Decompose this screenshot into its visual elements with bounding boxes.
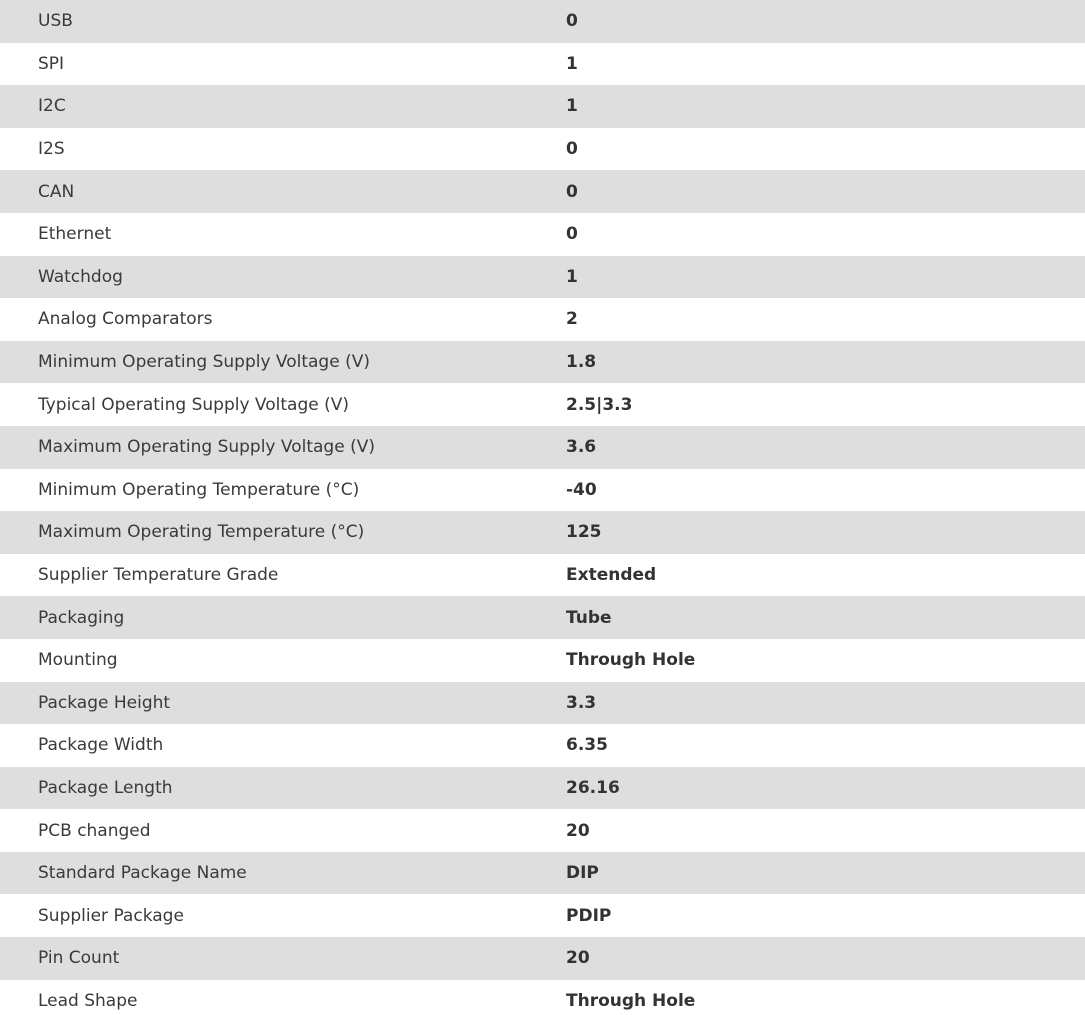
spec-value: 0 [566, 11, 578, 32]
spec-value: 20 [566, 948, 590, 969]
spec-row [0, 767, 1085, 810]
spec-value: 125 [566, 522, 602, 543]
spec-label: Typical Operating Supply Voltage (V) [38, 394, 349, 415]
spec-label: Ethernet [38, 224, 112, 245]
spec-value: Tube [566, 607, 612, 628]
spec-value: 20 [566, 820, 590, 841]
spec-value: Extended [566, 565, 657, 586]
spec-value: 3.3 [566, 692, 597, 713]
spec-row [0, 639, 1085, 682]
spec-value: 0 [566, 224, 578, 245]
spec-row [0, 85, 1085, 128]
spec-value: 0 [566, 181, 578, 202]
spec-value: 1.8 [566, 352, 597, 373]
spec-row [0, 170, 1085, 213]
spec-label: I2S [38, 139, 65, 160]
spec-row [0, 724, 1085, 767]
spec-row [0, 852, 1085, 895]
spec-value: 26.16 [566, 777, 620, 798]
spec-value: 1 [566, 53, 578, 74]
spec-label: Minimum Operating Supply Voltage (V) [38, 352, 370, 373]
spec-value: 1 [566, 96, 578, 117]
spec-label: Package Height [38, 692, 171, 713]
spec-label: Pin Count [38, 948, 120, 969]
spec-row [0, 596, 1085, 639]
spec-value: DIP [566, 863, 599, 884]
spec-row [0, 426, 1085, 469]
spec-label: Maximum Operating Supply Voltage (V) [38, 437, 375, 458]
spec-label: I2C [38, 96, 66, 117]
spec-row [0, 980, 1085, 1015]
spec-value: 3.6 [566, 437, 597, 458]
spec-value: Through Hole [566, 650, 696, 671]
spec-row [0, 213, 1085, 256]
spec-label: Mounting [38, 650, 118, 671]
spec-value: 0 [566, 139, 578, 160]
spec-value: -40 [566, 479, 597, 500]
spec-row [0, 937, 1085, 980]
spec-row [0, 469, 1085, 512]
spec-row [0, 554, 1085, 597]
spec-value: PDIP [566, 905, 612, 926]
spec-row [0, 0, 1085, 43]
spec-value: 2.5|3.3 [566, 394, 633, 415]
spec-label: USB [38, 11, 73, 32]
spec-label: Standard Package Name [38, 863, 247, 884]
spec-label: Watchdog [38, 266, 123, 287]
spec-row [0, 43, 1085, 86]
spec-label: CAN [38, 181, 75, 202]
spec-label: PCB changed [38, 820, 151, 841]
spec-value: Through Hole [566, 990, 696, 1011]
spec-value: 1 [566, 266, 578, 287]
spec-label: Supplier Package [38, 905, 184, 926]
spec-row [0, 809, 1085, 852]
spec-row [0, 894, 1085, 937]
spec-label: SPI [38, 53, 65, 74]
spec-row [0, 256, 1085, 299]
spec-row [0, 128, 1085, 171]
spec-value: 6.35 [566, 735, 608, 756]
spec-row [0, 341, 1085, 384]
spec-row [0, 298, 1085, 341]
spec-label: Maximum Operating Temperature (°C) [38, 522, 365, 543]
spec-label: Package Width [38, 735, 164, 756]
spec-row [0, 511, 1085, 554]
spec-row [0, 682, 1085, 725]
spec-label: Minimum Operating Temperature (°C) [38, 479, 360, 500]
spec-label: Package Length [38, 777, 173, 798]
spec-label: Packaging [38, 607, 125, 628]
spec-label: Supplier Temperature Grade [38, 565, 279, 586]
spec-value: 2 [566, 309, 578, 330]
spec-label: Lead Shape [38, 990, 138, 1011]
spec-row [0, 383, 1085, 426]
spec-label: Analog Comparators [38, 309, 213, 330]
